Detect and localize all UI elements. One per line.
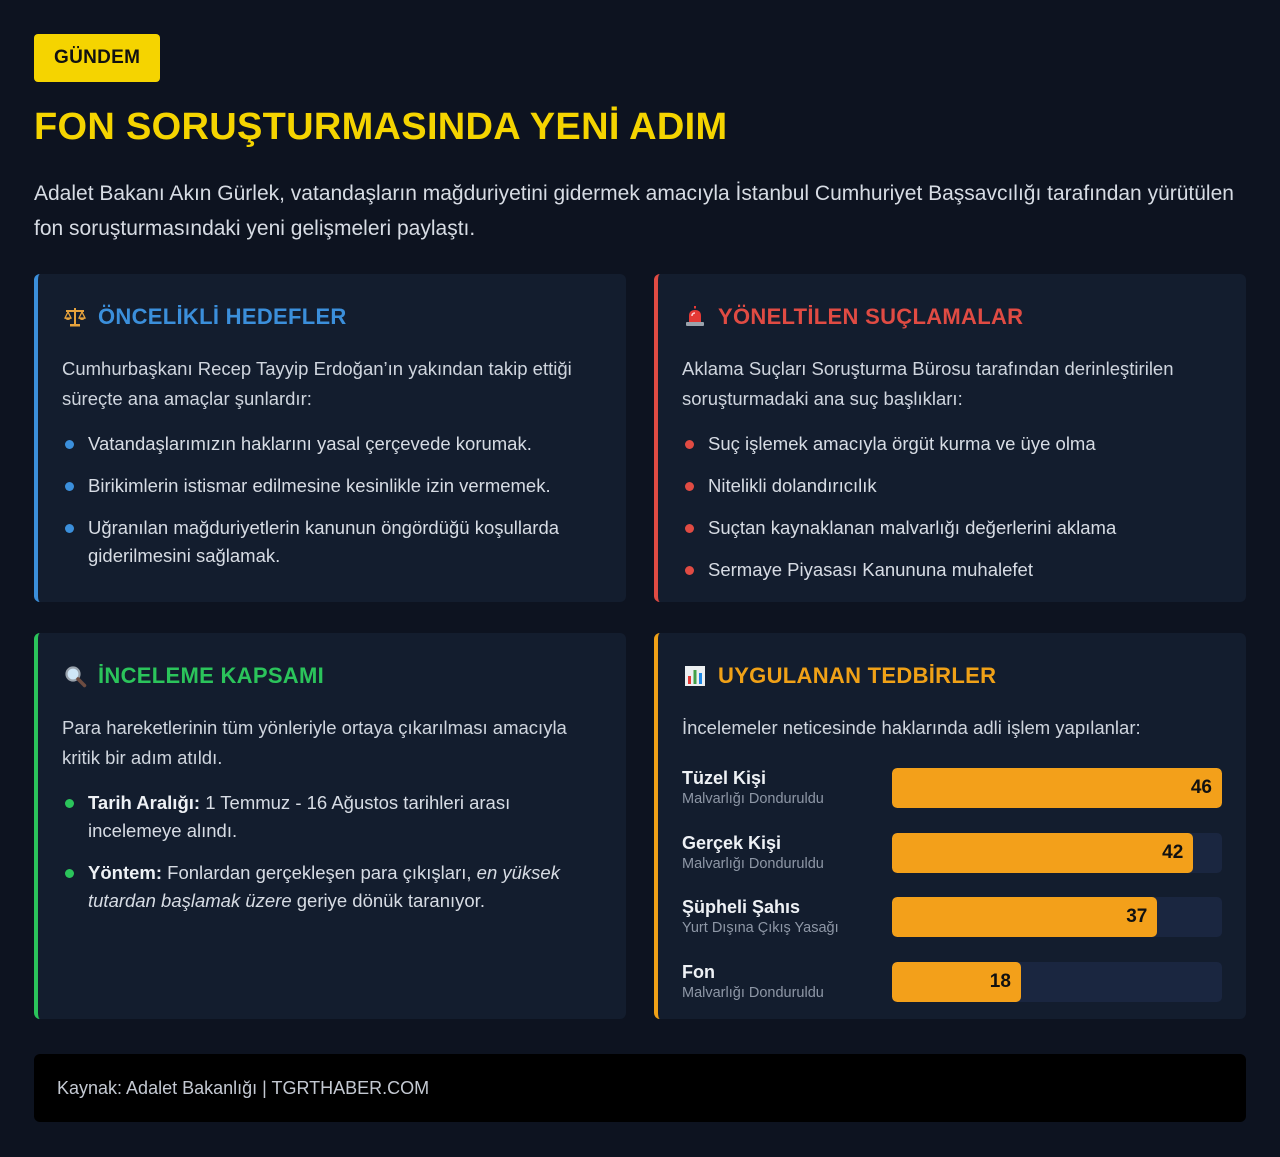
bar-row <box>682 959 1222 1005</box>
bar-label <box>682 961 892 1003</box>
card-title: UYGULANAN TEDBİRLER <box>718 663 997 688</box>
bar <box>892 962 1021 1002</box>
bullet-dot <box>685 566 694 575</box>
bar-category-label: Gerçek Kişi <box>682 832 782 853</box>
priorities-list <box>62 430 602 570</box>
card-header <box>682 302 1222 332</box>
bullet-dot <box>65 524 74 533</box>
list-item: Tarih Aralığı: 1 Temmuz - 16 Ağustos tarihleri arası incelemeye alındı. <box>62 789 602 845</box>
bullet-dot <box>65 869 74 878</box>
card-intro: İncelemeler neticesinde haklarında adli işlem yapılanlar: <box>682 717 1141 738</box>
bar-track <box>892 833 1222 873</box>
bar-row <box>682 894 1222 940</box>
list-item: Nitelikli dolandırıcılık <box>682 472 1222 500</box>
list-item: Uğranılan mağduriyetlerin kanunun öngördüğü koşullarda giderilmesini sağlamak. <box>62 514 602 570</box>
card-intro: Para hareketlerinin tüm yönleriyle ortaya çıkarılması amacıyla kritik bir adım atıldı. <box>62 717 567 768</box>
bar-track <box>892 897 1222 937</box>
bar-sublabel: Malvarlığı Donduruldu <box>682 791 824 807</box>
page-title: FON SORUŞTURMASINDA YENİ ADIM <box>34 106 728 148</box>
siren-icon <box>682 304 708 330</box>
bar-value-label: 37 <box>1126 906 1148 927</box>
list-item: Suçtan kaynaklanan malvarlığı değerlerini aklama <box>682 514 1222 542</box>
list-item: Vatandaşlarımızın haklarını yasal çerçevede korumak. <box>62 430 602 458</box>
bullet-dot <box>685 482 694 491</box>
card-intro: Aklama Suçları Soruşturma Bürosu tarafından derinleştirilen soruşturmadaki ana suç başlıkları: <box>682 358 1174 409</box>
bar-track <box>892 768 1222 808</box>
bar-value-label: 42 <box>1162 841 1184 863</box>
bar-chart-icon <box>682 663 708 689</box>
card-header <box>62 661 602 691</box>
card-scope <box>34 633 626 1019</box>
bar-category-label: Tüzel Kişi <box>682 768 767 788</box>
card-title: ÖNCELİKLİ HEDEFLER <box>98 304 347 329</box>
list-item: Sermaye Piyasası Kanununa muhalefet <box>682 556 1222 584</box>
bar-label <box>682 767 892 809</box>
card-header <box>682 661 1222 691</box>
bullet-dot <box>65 482 74 491</box>
card-priorities <box>34 274 626 602</box>
card-header <box>62 302 602 332</box>
card-title: İNCELEME KAPSAMI <box>98 663 325 688</box>
card-charges <box>654 274 1246 602</box>
bar-value-label: 18 <box>989 970 1011 992</box>
scope-list <box>62 789 602 915</box>
bar-row <box>682 830 1222 876</box>
lead-paragraph: Adalet Bakanı Akın Gürlek, vatandaşların mağduriyetini gidermek amacıyla İstanbul Cumhuriyet Başsavcılığı tarafından yürütülen fon soruşturmasındaki yeni gelişmeleri paylaştı. <box>34 182 1234 240</box>
bar-category-label: Fon <box>682 961 715 982</box>
bar-label <box>682 896 892 938</box>
card-intro: Cumhurbaşkanı Recep Tayyip Erdoğan’ın yakından takip ettiği süreçte ana amaçlar şunlardır: <box>62 358 572 409</box>
bar-category-label: Şüpheli Şahıs <box>682 897 801 917</box>
bar-sublabel: Yurt Dışına Çıkış Yasağı <box>682 920 839 936</box>
card-title: YÖNELTİLEN SUÇLAMALAR <box>718 304 1024 329</box>
category-tag: GÜNDEM <box>34 34 160 82</box>
bullet-dot <box>65 440 74 449</box>
scales-icon <box>62 304 88 330</box>
bullet-dot <box>685 524 694 533</box>
bar <box>892 768 1222 808</box>
charges-list <box>682 430 1222 584</box>
bar-row <box>682 765 1222 811</box>
bullet-dot <box>685 440 694 449</box>
bar-sublabel: Malvarlığı Donduruldu <box>682 855 824 872</box>
bar-track <box>892 962 1222 1002</box>
measures-bar-chart <box>682 765 1222 1005</box>
list-item: Birikimlerin istismar edilmesine kesinlikle izin vermemek. <box>62 472 602 500</box>
bullet-dot <box>65 799 74 808</box>
list-item: Suç işlemek amacıyla örgüt kurma ve üye olma <box>682 430 1222 458</box>
bar <box>892 897 1158 937</box>
bar-sublabel: Malvarlığı Donduruldu <box>682 984 824 1001</box>
bar-value-label: 46 <box>1190 777 1212 798</box>
source-footer: Kaynak: Adalet Bakanlığı | TGRTHABER.COM <box>34 1054 1246 1122</box>
card-measures <box>654 633 1246 1019</box>
list-item: Yöntem: Fonlardan gerçekleşen para çıkışları, en yüksek tutardan başlamak üzere geriye dönük taranıyor. <box>62 859 602 915</box>
bar <box>892 833 1194 873</box>
magnifier-icon <box>62 663 88 689</box>
bar-label <box>682 832 892 874</box>
